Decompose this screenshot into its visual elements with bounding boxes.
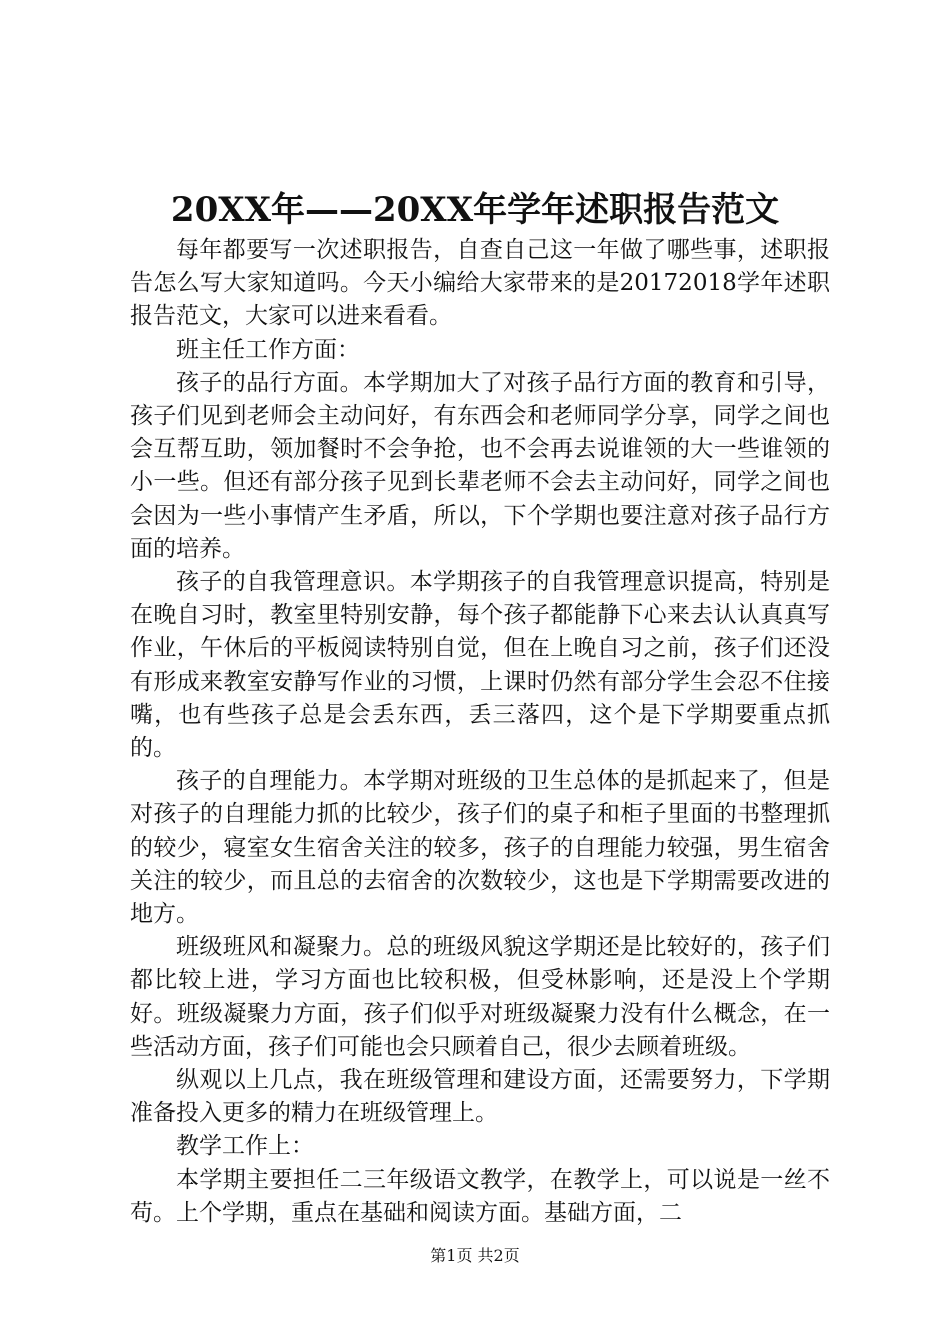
document-body: [130, 234, 830, 1230]
paragraph-teaching: 本学期主要担任二三年级语文教学，在教学上，可以说是一丝不苟。上个学期，重点在基础和阅读方面。基础方面，二: [130, 1166, 830, 1226]
paragraph-summary: 纵观以上几点，我在班级管理和建设方面，还需要努力，下学期准备投入更多的精力在班级管理上。: [130, 1067, 830, 1127]
page-number: 第1页 共2页: [430, 1246, 520, 1265]
paragraph-self-care: 孩子的自理能力。本学期对班级的卫生总体的是抓起来了，但是对孩子的自理能力抓的比较少，孩子们的桌子和柜子里面的书整理抓的较少，寝室女生宿舍关注的较多，孩子的自理能力较强，男生宿舍关注的较少，而且总的去宿舍的次数较少，这也是下学期需要改进的地方。: [130, 768, 830, 928]
document-title: 20XX年——20XX年学年述职报告范文: [170, 190, 780, 230]
paragraph-self-management: 孩子的自我管理意识。本学期孩子的自我管理意识提高，特别是在晚自习时，教室里特别安静，每个孩子都能静下心来去认认真真写作业，午休后的平板阅读特别自觉，但在上晚自习之前，孩子们还没有形成来教室安静写作业的习惯，上课时仍然有部分学生会忍不住接嘴，也有些孩子总是会丢东西，丢三落四，这个是下学期要重点抓的。: [130, 569, 830, 762]
section-heading-teaching: 教学工作上：: [176, 1133, 314, 1160]
paragraph-intro: 每年都要写一次述职报告，自查自己这一年做了哪些事，述职报告怎么写大家知道吗。今天小编给大家带来的是20172018学年述职报告范文，大家可以进来看看。: [130, 237, 830, 330]
paragraph-conduct: 孩子的品行方面。本学期加大了对孩子品行方面的教育和引导，孩子们见到老师会主动问好，有东西会和老师同学分享，同学之间也会互帮互助，领加餐时不会争抢，也不会再去说谁领的大一些谁领的小一些。但还有部分孩子见到长辈老师不会去主动问好，同学之间也会因为一些小事情产生矛盾，所以，下个学期也要注意对孩子品行方面的培养。: [130, 369, 830, 562]
section-heading-class-teacher: 班主任工作方面：: [176, 336, 360, 363]
paragraph-class-cohesion: 班级班风和凝聚力。总的班级风貌这学期还是比较好的，孩子们都比较上进，学习方面也比较积极，但受林影响，还是没上个学期好。班级凝聚力方面，孩子们似乎对班级凝聚力没有什么概念，在一些活动方面，孩子们可能也会只顾着自己，很少去顾着班级。: [130, 934, 830, 1060]
